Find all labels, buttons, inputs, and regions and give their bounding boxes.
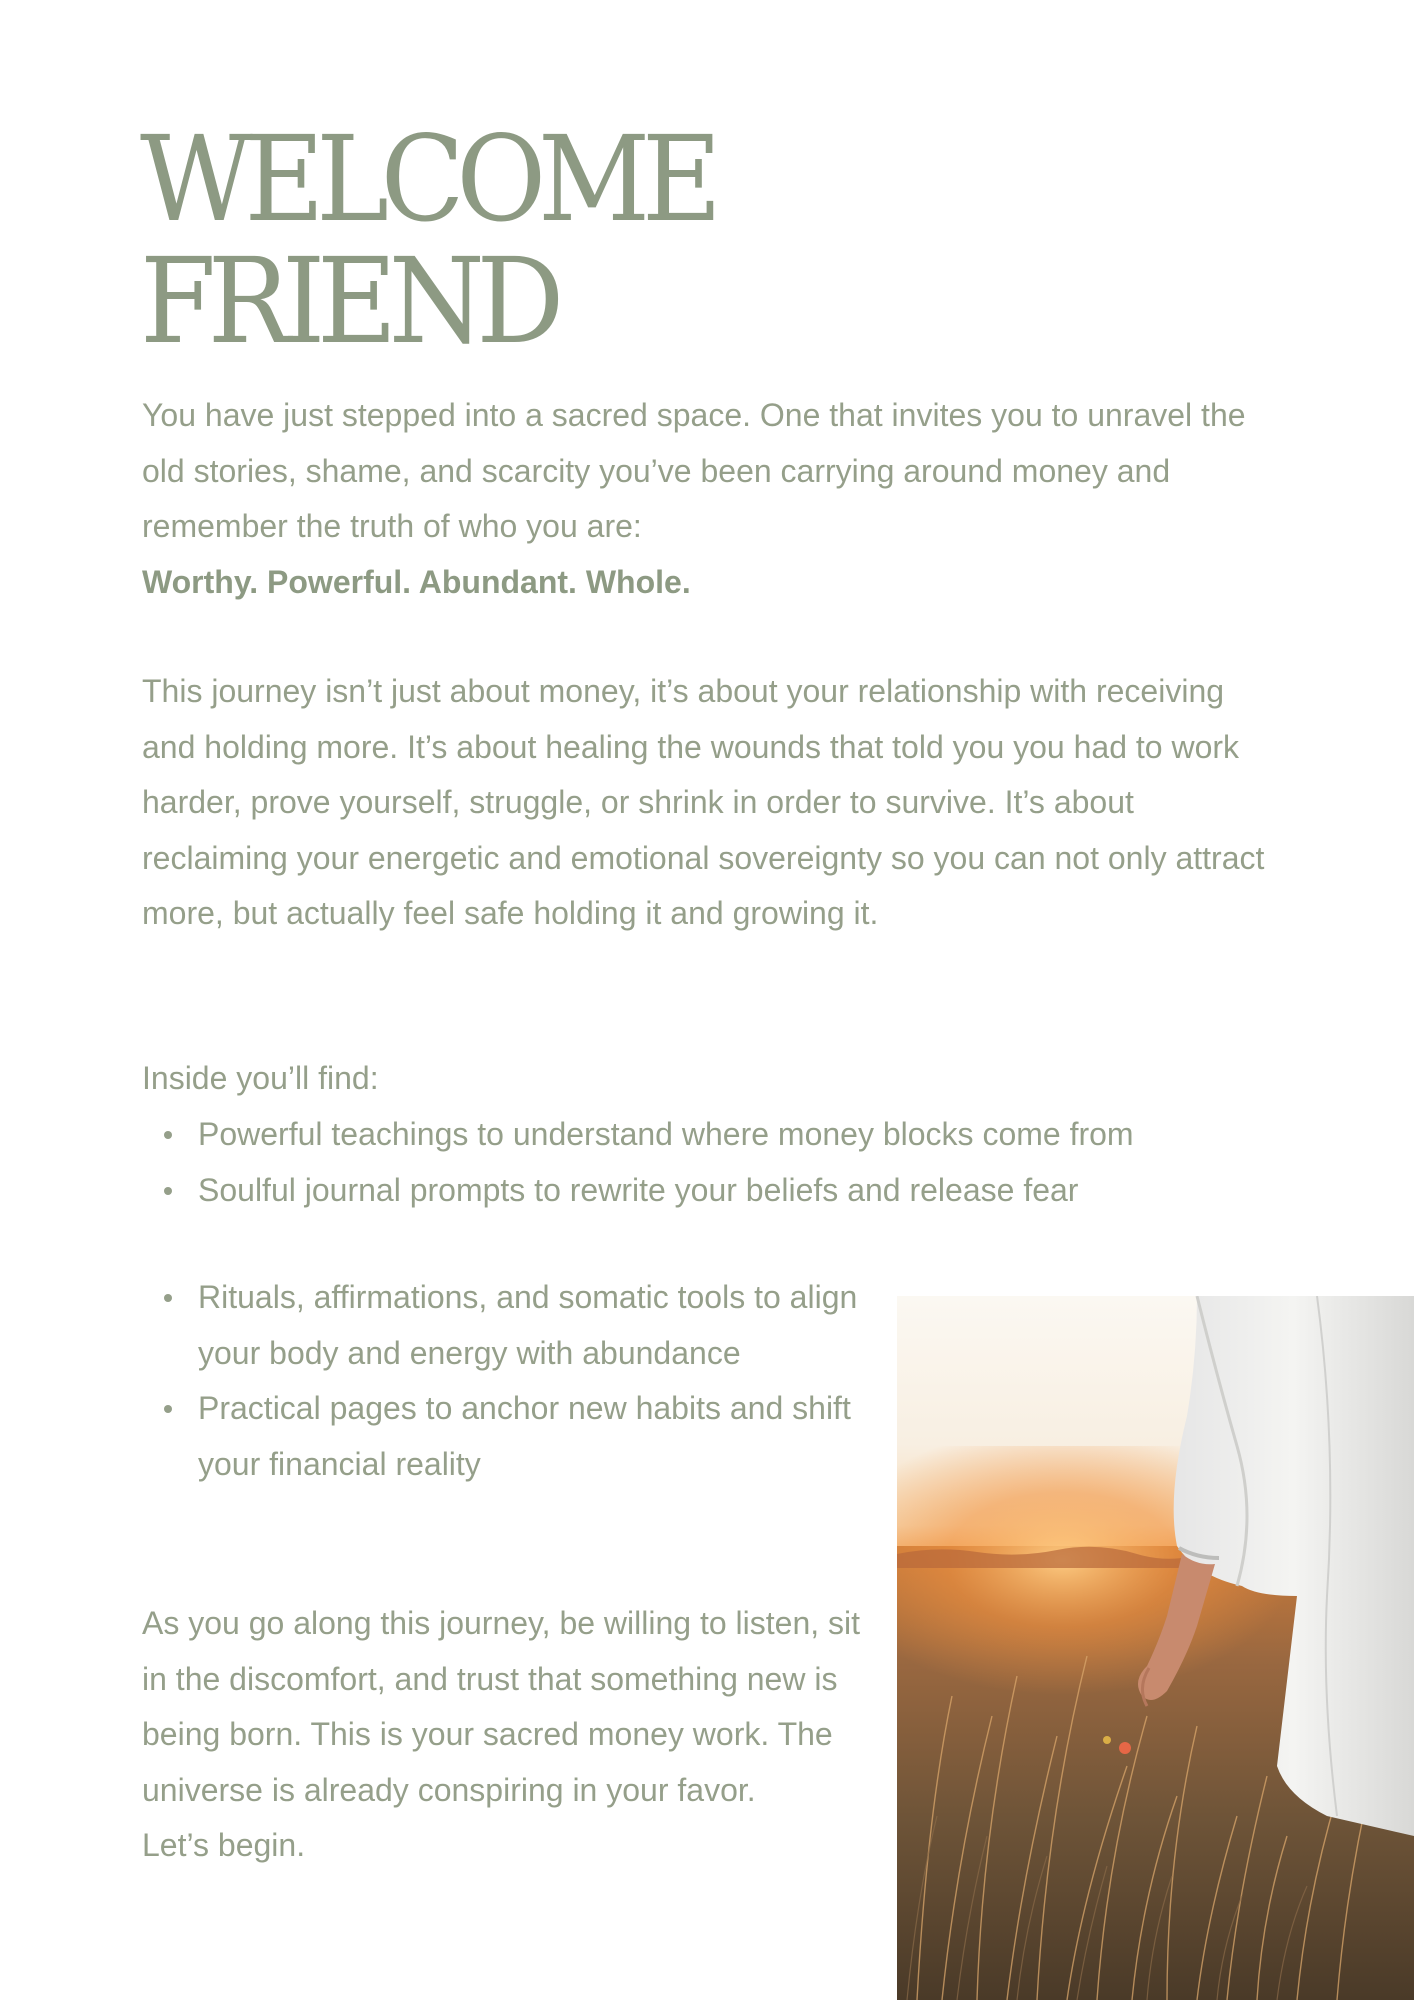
inside-heading: Inside you’ll find: (142, 1060, 379, 1096)
intro-emphasis: Worthy. Powerful. Abundant. Whole. (142, 563, 691, 600)
photo-illustration (897, 1296, 1414, 2000)
intro-paragraph (142, 388, 1282, 610)
list-item: Soulful journal prompts to rewrite your beliefs and release fear (142, 1163, 1282, 1219)
intro-text: You have just stepped into a sacred space. One that invites you to unravel the old stories, shame, and scarcity you’ve been carrying around money and remember the truth of who you are: (142, 397, 1246, 544)
list-item: Practical pages to anchor new habits and shift your financial reality (142, 1381, 862, 1492)
sunset-field-photo (897, 1296, 1414, 2000)
title-line-1: WELCOME (140, 110, 714, 248)
closing-final: Let’s begin. (142, 1827, 306, 1863)
title-line-2: FRIEND (140, 232, 557, 370)
closing-paragraph (142, 1596, 882, 1874)
list-item: Powerful teachings to understand where money blocks come from (142, 1107, 1282, 1163)
page-title (140, 110, 714, 370)
journey-paragraph: This journey isn’t just about money, it’s about your relationship with receiving and holding more. It’s about healing the wounds that told you you had to work harder, prove yourself, struggle, or shrink in order to survive. It’s about reclaiming your energetic and emotional sovereignty so you can not only attract more, but actually feel safe holding it and growing it. (142, 673, 1265, 931)
list-item: Rituals, affirmations, and somatic tools to align your body and energy with abundance (142, 1270, 862, 1381)
closing-text: As you go along this journey, be willing to listen, sit in the discomfort, and trust that something new is being born. This is your sacred money work. The universe is already conspiring in your favor. (142, 1605, 861, 1808)
inside-list (142, 1107, 1282, 1218)
inside-list-continued (142, 1270, 862, 1492)
